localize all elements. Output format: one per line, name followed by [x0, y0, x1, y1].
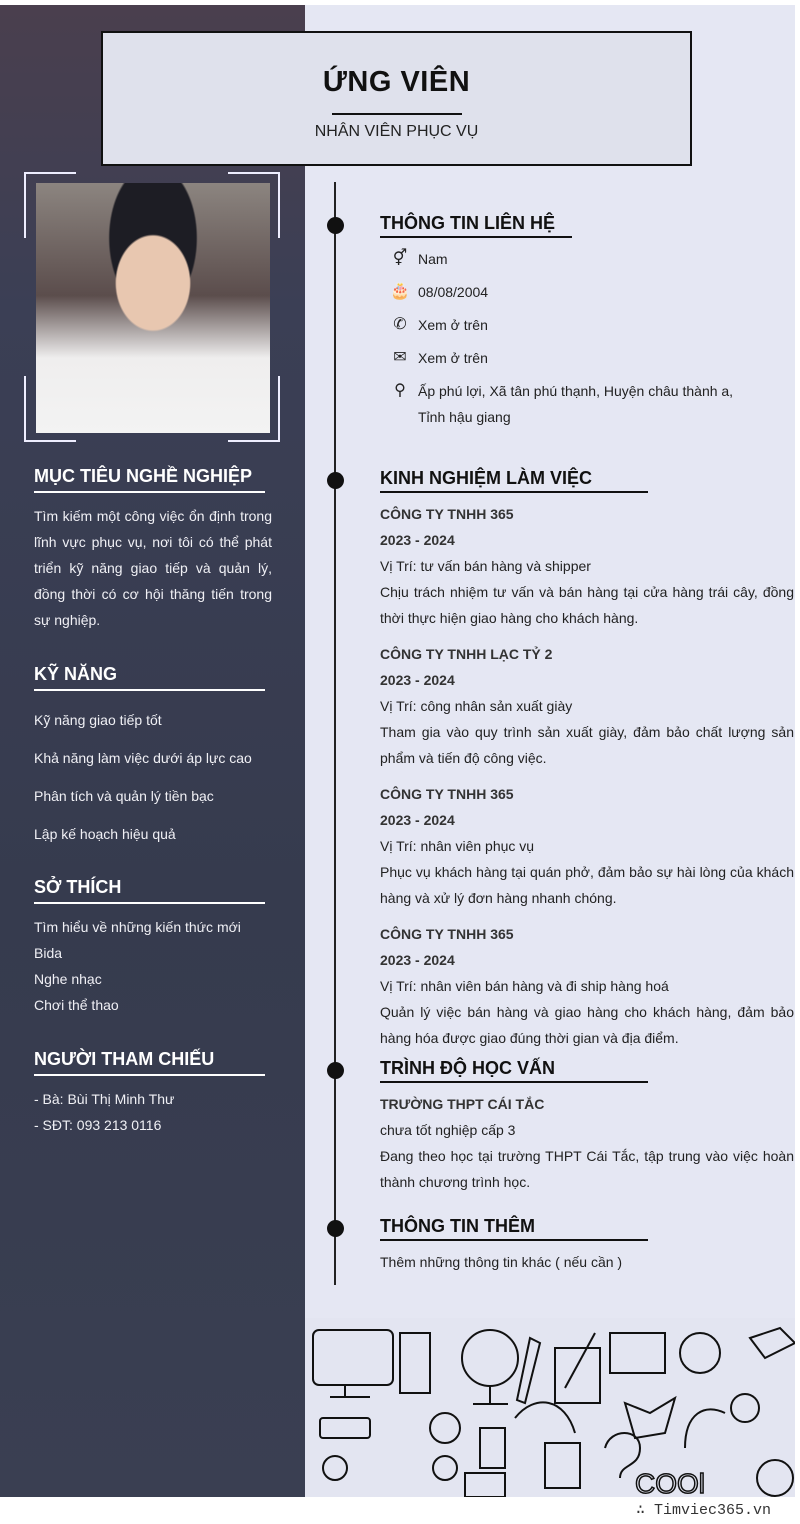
job-position: Vị Trí: nhân viên phục vụ [380, 838, 535, 854]
reference-item: - SĐT: 093 213 0116 [34, 1117, 162, 1133]
hobby-item: Bida [34, 945, 63, 961]
hobby-item: Nghe nhạc [34, 971, 102, 987]
additional-section [380, 1216, 794, 1285]
phone-icon: ✆ [393, 316, 407, 333]
skill-item: Khả năng làm việc dưới áp lực cao [34, 750, 252, 766]
candidate-role: NHÂN VIÊN PHỤC VỤ [314, 123, 479, 140]
job-entry [380, 921, 794, 1051]
hobbies-title: SỞ THÍCH [34, 877, 265, 904]
objective-text: Tìm kiếm một công việc ổn định trong lĩnh vực phục vụ, nơi tôi có thể phát triển kỹ năng giao tiếp và quản lý, đồng thời có cơ hội thăng tiến trong sự nghiệp. [34, 508, 272, 628]
school-name: TRƯỜNG THPT CÁI TẮC [380, 1096, 545, 1112]
skills-section [34, 664, 265, 853]
skill-item: Kỹ năng giao tiếp tốt [34, 712, 162, 728]
timeline-dot [327, 1062, 344, 1079]
education-description: Đang theo học tại trường THPT Cái Tắc, tập trung vào việc hoàn thành chương trình học. [380, 1148, 794, 1190]
job-description: Quản lý việc bán hàng và giao hàng cho khách hàng, đảm bảo hàng hóa được giao đúng thời gian và địa điểm. [380, 1004, 794, 1046]
additional-text: Thêm những thông tin khác ( nếu cần ) [380, 1254, 623, 1270]
doodle-illustration [305, 1318, 795, 1497]
skill-item: Lập kế hoạch hiệu quả [34, 826, 176, 842]
job-years: 2023 - 2024 [380, 812, 455, 828]
reference-item: - Bà: Bùi Thị Minh Thư [34, 1091, 175, 1107]
job-company: CÔNG TY TNHH 365 [380, 506, 514, 522]
job-entry [380, 501, 794, 631]
email-value: Xem ở trên [418, 350, 488, 366]
header-divider [332, 113, 462, 115]
cv-page [0, 5, 795, 1497]
svg-text:COOl: COOl [635, 1468, 705, 1497]
experience-section [380, 468, 794, 1061]
hobby-item: Tìm hiểu về những kiến thức mới [34, 919, 241, 935]
brand-watermark: ∴ Timviec365.vn [636, 1502, 772, 1519]
additional-title: THÔNG TIN THÊM [380, 1216, 648, 1241]
cv-header [101, 31, 692, 166]
map-marker-icon: ⚲ [394, 382, 406, 399]
objective-section [34, 466, 272, 633]
candidate-name: ỨNG VIÊN [322, 66, 471, 98]
timeline-dot [327, 217, 344, 234]
job-company: CÔNG TY TNHH LẠC TỶ 2 [380, 646, 553, 662]
education-status: chưa tốt nghiệp cấp 3 [380, 1122, 516, 1138]
timeline-dot [327, 1220, 344, 1237]
job-entry [380, 641, 794, 771]
dob-value: 08/08/2004 [418, 284, 489, 300]
contact-section [380, 213, 794, 437]
references-title: NGƯỜI THAM CHIẾU [34, 1049, 265, 1076]
gender-value: Nam [418, 251, 448, 267]
experience-title: KINH NGHIỆM LÀM VIỆC [380, 468, 648, 493]
skill-item: Phân tích và quản lý tiền bạc [34, 788, 214, 804]
birthday-cake-icon: 🎂 [390, 283, 410, 300]
education-title: TRÌNH ĐỘ HỌC VẤN [380, 1058, 648, 1083]
job-position: Vị Trí: tư vấn bán hàng và shipper [380, 558, 591, 574]
objective-title: MỤC TIÊU NGHỀ NGHIỆP [34, 466, 265, 493]
references-section [34, 1049, 265, 1138]
phone-value: Xem ở trên [418, 317, 488, 333]
job-description: Tham gia vào quy trình sản xuất giày, đảm bảo chất lượng sản phẩm và tiến độ công việc. [380, 724, 794, 766]
skills-title: KỸ NĂNG [34, 664, 265, 691]
job-years: 2023 - 2024 [380, 672, 455, 688]
hobby-item: Chơi thể thao [34, 997, 119, 1013]
job-position: Vị Trí: công nhân sản xuất giày [380, 698, 573, 714]
job-years: 2023 - 2024 [380, 532, 455, 548]
job-position: Vị Trí: nhân viên bán hàng và đi ship hàng hoá [380, 978, 669, 994]
timeline-dot [327, 472, 344, 489]
timeline-line [334, 182, 336, 1285]
address-value: Ấp phú lợi, Xã tân phú thạnh, Huyện châu thành a, Tỉnh hậu giang [418, 383, 734, 425]
avatar [36, 183, 270, 433]
job-description: Phục vụ khách hàng tại quán phở, đảm bảo sự hài lòng của khách hàng và xử lý đơn hàng nhanh chóng. [380, 864, 794, 906]
contact-title: THÔNG TIN LIÊN HỆ [380, 213, 572, 238]
job-company: CÔNG TY TNHH 365 [380, 786, 514, 802]
job-years: 2023 - 2024 [380, 952, 455, 968]
education-entry [380, 1091, 794, 1195]
gender-icon: ⚥ [392, 250, 408, 267]
job-company: CÔNG TY TNHH 365 [380, 926, 514, 942]
envelope-icon: ✉ [393, 349, 407, 366]
job-entry [380, 781, 794, 911]
education-section [380, 1058, 794, 1205]
hobbies-section [34, 877, 265, 1018]
job-description: Chịu trách nhiệm tư vấn và bán hàng tại cửa hàng trái cây, đồng thời thực hiện giao hàng cho khách hàng. [380, 584, 794, 626]
